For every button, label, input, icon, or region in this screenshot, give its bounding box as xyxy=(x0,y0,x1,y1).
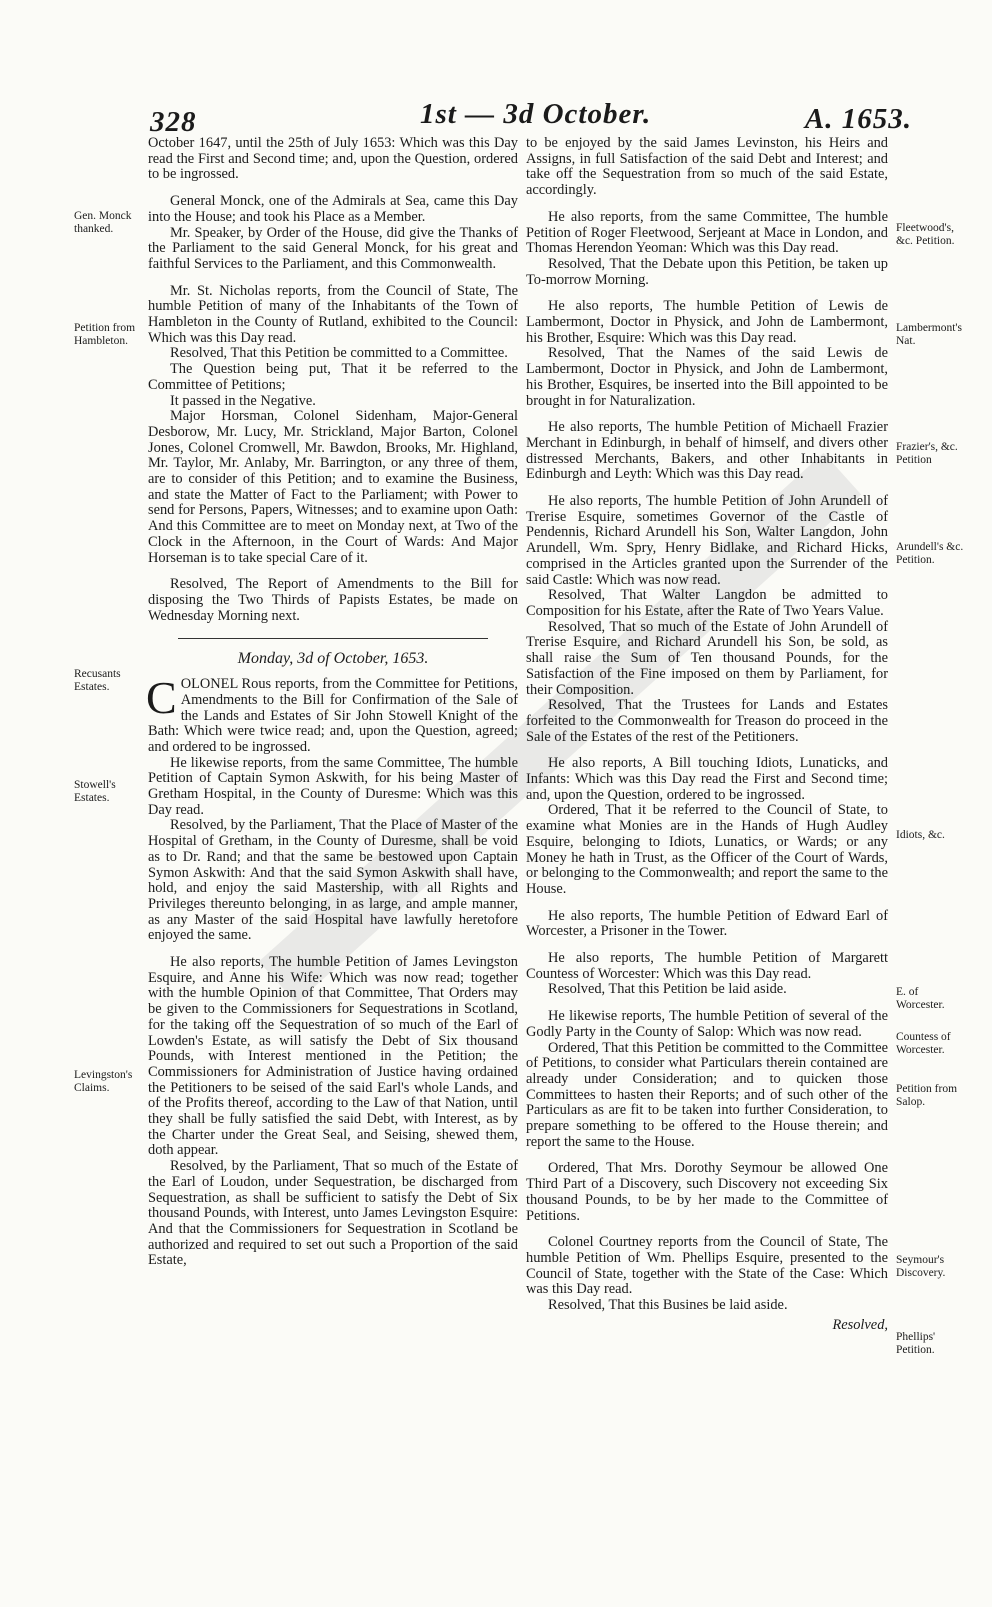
margin-note: Seymour's Discovery. xyxy=(896,1254,946,1279)
paragraph: The Question being put, That it be referred to the Committee of Petitions; xyxy=(148,361,518,393)
paragraph: He also reports, from the same Committee, The humble Petition of Roger Fleetwood, Serjeant at Mace in London, and Thomas Herendon Yeoman: Which was this Day read. xyxy=(526,208,888,257)
margin-note: Gen. Monck thanked. xyxy=(74,210,132,235)
paragraph: He also reports, The humble Petition of Michaell Frazier Merchant in Edinburgh, in behalf of himself, and divers other distressed Merchants, Bakers, and other Inhabitants in Edinburgh and Leyth: Which was this Day read. xyxy=(526,419,888,483)
paragraph: Ordered, That it be referred to the Council of State, to examine what Monies are in the Hands of Hugh Audley Esquire, belonging to Idiots, Lunatics, or Wards; or any Money he hath in Trust, as the Officer of the Court of Wards, or belonging to the Commonwealth; and report the same to the House. xyxy=(526,802,888,897)
paragraph: Resolved, That so much of the Estate of John Arundell of Trerise Esquire, and Richard Arundell his Son, be sold, as shall raise the Sum of Ten thousand Pounds, for the Satisfaction of the Fine imposed on them by Parliament, for their Composition. xyxy=(526,618,888,698)
paragraph: Ordered, That Mrs. Dorothy Seymour be allowed One Third Part of a Discovery, such Discovery not exceeding Six thousand Pounds, to be by her made to the Committee of Petitions. xyxy=(526,1160,888,1224)
paragraph: General Monck, one of the Admirals at Sea, came this Day into the House; and took his Place as a Member. xyxy=(148,193,518,225)
margin-note: Countess of Worcester. xyxy=(896,1031,951,1056)
paragraph: He also reports, A Bill touching Idiots, Lunaticks, and Infants: Which was this Day read the First and Second time; and, upon the Question, ordered to be ingrossed. xyxy=(526,755,888,803)
paragraph: Resolved, That this Petition be laid aside. xyxy=(548,981,787,998)
paragraph: He also reports, The humble Petition of Lewis de Lambermont, Doctor in Physick, and John de Lambermont, his Brother, Esquire: Which was this Day read. xyxy=(526,298,888,346)
margin-note: Stowell's Estates. xyxy=(74,779,116,804)
margin-note: Petition from Salop. xyxy=(896,1083,958,1108)
paragraph: He also reports, The humble Petition of James Levingston Esquire, and Anne his Wife: Which was now read; together with the humble Opinion of that Committee, That Orders may be given to the Commissioners for Sequestrations in Scotland, for the taking off the Sequestration of so much of the Earl of Lowden's Estate, as will satisfy the Debt of Six thousand Pounds, with Interest mentioned in the Petition; the Commissioners for Administration of Justice having ordained the Petitioners to be seised of the said Earl's whole Lands, and of the Profits thereof, according to the Law of that Nation, until they shall be fully satisfied the said Debt, with Interest, as by the Charter under the Great Seal, and Seising, shewed them, doth appear. xyxy=(148,954,518,1159)
margin-note: Frazier's, &c. Petition xyxy=(896,441,958,466)
catchword: Resolved, xyxy=(832,1316,888,1333)
paragraph: Resolved, That this Busines be laid aside. xyxy=(548,1297,788,1314)
paragraph xyxy=(146,672,518,756)
paragraph: Resolved, That Walter Langdon be admitted to Composition for his Estate, after the Rate of Two Years Value. xyxy=(526,587,888,619)
left-column xyxy=(148,136,518,1269)
paragraph: He likewise reports, The humble Petition of several of the Godly Party in the County of Salop: Which was now read. xyxy=(526,1008,888,1040)
paragraph: Resolved, That this Petition be committed to a Committee. xyxy=(170,345,508,362)
paragraph: He also reports, The humble Petition of Margarett Countess of Worcester: Which was this Day read. xyxy=(526,950,888,982)
margin-note: Arundell's &c. Petition. xyxy=(896,541,964,566)
page-number: 328 xyxy=(150,106,197,138)
paragraph: Major Horsman, Colonel Sidenham, Major-General Desborow, Mr. Lucy, Mr. Strickland, Major Barton, Colonel Jones, Colonel Cromwell, Mr. Bawdon, Brooks, Mr. Highland, Mr. Taylor, Mr. Anlaby, Mr. Barrington, or any three of them, are to consider of this Petition; and to examine the Business, and state the Matter of Fact to the Parliament; with Power to send for Persons, Papers, Witnesses; and to examine upon Oath: And this Committee are to meet on Monday next, at Two of the Clock in the Afternoon, in the Court of Wards: And Major Horseman is to take special Care of it. xyxy=(148,408,518,566)
margin-note: Recusants Estates. xyxy=(74,668,121,693)
paragraph: Resolved, by the Parliament, That the Place of Master of the Hospital of Gretham, in the County of Duresme, shall be void as to Dr. Rand; and that the same be bestowed upon Captain Symon Askwith: And that the said Symon Askwith shall have, hold, and enjoy the said Mastership, with all Rights and Privileges thereunto belonging, in as large, and ample manner, as any Master of the said Hospital have lawfully heretofore enjoyed the same. xyxy=(148,817,518,944)
paragraph: Ordered, That this Petition be committed to the Committee of Petitions, to consider what Particulars therein contained are already under Consideration; and to quicken those Committees to hasten their Reports; and of such other of the Particulars as are fit to be taken into further Consideration, to prepare something to be offered to the House therein; and report the same to the House. xyxy=(526,1039,888,1150)
paragraph: It passed in the Negative. xyxy=(170,392,316,409)
margin-note: Lambermont's Nat. xyxy=(896,322,962,347)
paragraph: Resolved, by the Parliament, That so much of the Estate of the Earl of Loudon, under Sequestration, be discharged from Sequestration, as shall be sufficient to satisfy the Debt of Six thousand Pounds, with Interest, unto James Levingston Esquire: And that the Commissioners for Sequestration in Scotland be authorized and required to set out such a Proportion of the said Estate, xyxy=(148,1158,518,1269)
margin-note: Levingston's Claims. xyxy=(74,1069,133,1094)
paragraph: to be enjoyed by the said James Levinston, his Heirs and Assigns, in full Satisfaction of the said Debt and Interest; and take off the Sequestration from so much of the said Estate, accordingly. xyxy=(526,135,888,199)
paragraph: Resolved, That the Debate upon this Petition, be taken up To-morrow Morning. xyxy=(526,255,888,288)
paragraph: Colonel Courtney reports from the Council of State, The humble Petition of Wm. Phellips Esquire, presented to the Council of State, together with the State of the Case: Which was this Day read. xyxy=(526,1234,888,1298)
section-rule xyxy=(178,638,488,639)
running-title: 1st — 3d October. xyxy=(420,98,652,130)
right-column xyxy=(526,136,888,1334)
paragraph: Resolved, That the Names of the said Lewis de Lambermont, Doctor in Physick, and John de Lambermont, his Brother, Esquires, be inserted into the Bill appointed to be brought in for Naturalization. xyxy=(526,345,888,409)
paragraph: Mr. Speaker, by Order of the House, did give the Thanks of the Parliament to the said General Monck, for his great and faithful Services to the Parliament, and this Commonwealth. xyxy=(148,224,518,272)
paragraph: He likewise reports, from the same Committee, The humble Petition of Captain Symon Askwith, for his being Master of Gretham Hospital, in the County of Duresme: Which was this Day read. xyxy=(148,754,518,818)
margin-note: Fleetwood's, &c. Petition. xyxy=(896,222,955,247)
paragraph: He also reports, The humble Petition of Edward Earl of Worcester, a Prisoner in the Tower. xyxy=(526,907,888,940)
drop-capital: C xyxy=(146,672,177,724)
margin-note: E. of Worcester. xyxy=(896,986,945,1011)
paragraph: Mr. St. Nicholas reports, from the Council of State, The humble Petition of many of the Inhabitants of the Town of Hambleton in the County of Rutland, exhibited to the Council: Which was this Day read. xyxy=(148,282,518,346)
paragraph: Resolved, The Report of Amendments to the Bill for disposing the Two Thirds of Papists Estates, be made on Wednesday Morning next. xyxy=(148,576,518,624)
paragraph: He also reports, The humble Petition of John Arundell of Trerise Esquire, sometimes Governor of the Castle of Pendennis, Richard Arundell his Son, Walter Langdon, John Arundell, Wm. Spry, Henry Bidlake, and Richard Hicks, comprised in the Articles granted upon the Surrender of the said Castle: Which was now read. xyxy=(526,493,888,588)
paragraph-text: OLONEL Rous reports, from the Committee for Petitions, Amendments to the Bill for Confirmation of the Sale of the Lands and Estates of Sir John Stowell Knight of the Bath: Which were twice read; and, upon the Question, agreed; and ordered to be ingrossed. xyxy=(148,676,518,755)
margin-note: Petition from Hambleton. xyxy=(74,322,136,347)
margin-note: Idiots, &c. xyxy=(896,829,945,841)
paragraph: October 1647, until the 25th of July 1653: Which was this Day read the First and Second time; and, upon the Question, ordered to be ingrossed. xyxy=(148,135,518,183)
paragraph: Resolved, That the Trustees for Lands and Estates forfeited to the Commonwealth for Treason do proceed in the Sale of the Estates of the rest of the Petitioners. xyxy=(526,697,888,745)
running-year: A. 1653. xyxy=(804,103,912,135)
margin-note: Phellips' Petition. xyxy=(896,1331,936,1356)
date-heading: Monday, 3d of October, 1653. xyxy=(237,650,429,668)
